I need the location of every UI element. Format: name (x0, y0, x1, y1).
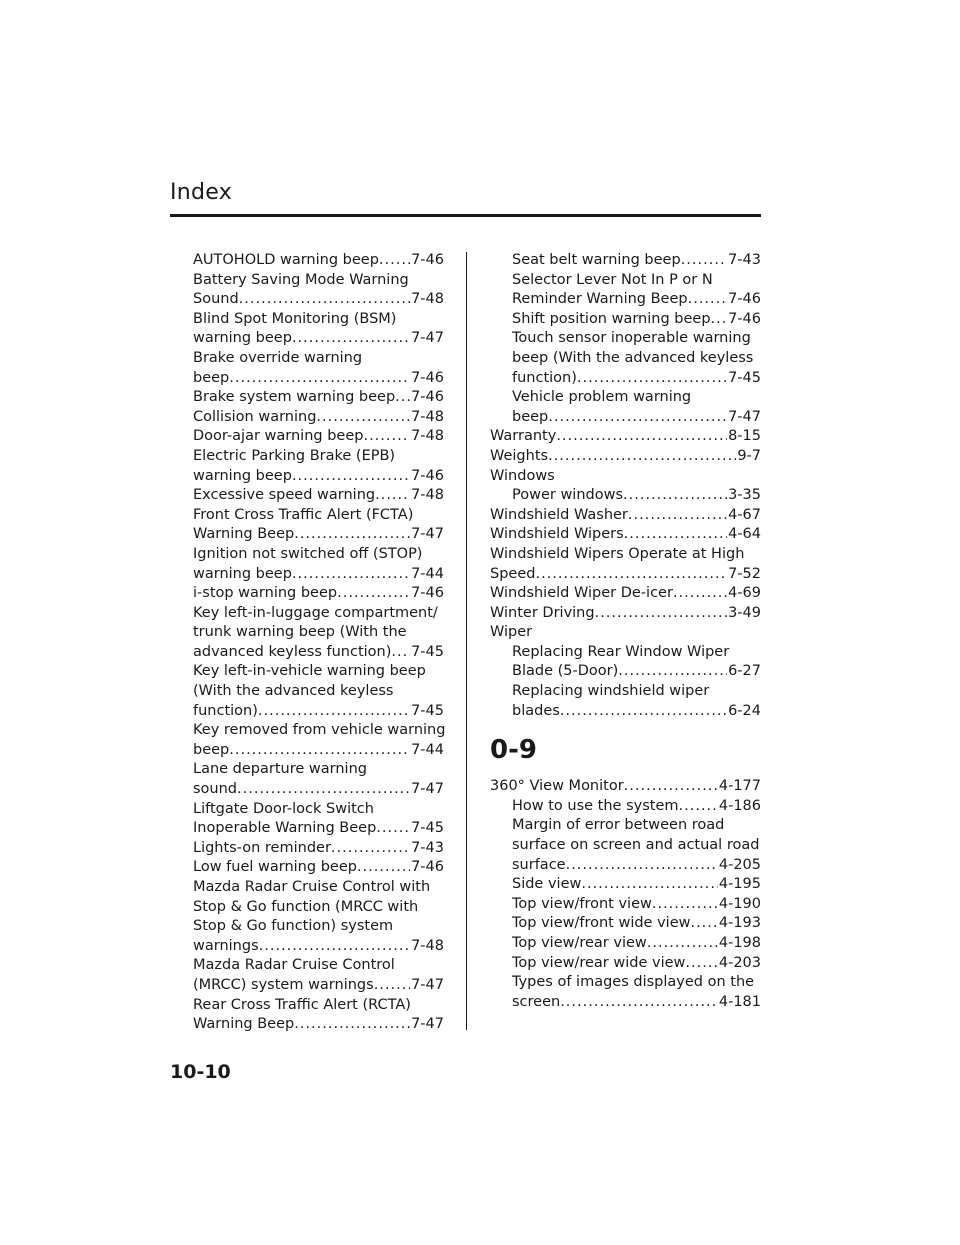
index-entry-label: Seat belt warning beep (512, 252, 681, 268)
dot-leader (294, 1015, 410, 1035)
dot-leader (239, 290, 410, 310)
index-entry-label: function) (193, 702, 258, 719)
index-entry-label: blades (512, 702, 560, 719)
index-entry (193, 780, 444, 800)
dot-leader (577, 369, 727, 389)
index-entry-label: Touch sensor inoperable warning (512, 330, 751, 347)
index-entry-label: Key left-in-vehicle warning beep (193, 663, 426, 680)
index-entry (490, 816, 761, 836)
index-entry-label: Inoperable Warning Beep (193, 820, 377, 837)
index-entry-page: 7-46 (411, 389, 444, 406)
index-entry-label: advanced keyless function) (193, 643, 392, 660)
index-entry-page: 7-46 (411, 859, 444, 876)
index-entry (193, 349, 444, 369)
index-entry-label: Top view/front view (512, 895, 652, 912)
index-entry-page: 6-27 (728, 663, 761, 680)
index-entry-label: Brake override warning (193, 349, 363, 366)
index-entry-label: Electric Parking Brake (EPB) (193, 447, 396, 464)
index-entry-page: 7-47 (411, 781, 444, 798)
dot-leader (376, 819, 410, 839)
index-entry (490, 702, 761, 722)
index-entry (193, 662, 444, 682)
index-entry-label: Rear Cross Traffic Alert (RCTA) (193, 996, 411, 1013)
index-entry-label: Battery Saving Mode Warning (193, 271, 409, 288)
index-entry-label: Blind Spot Monitoring (BSM) (193, 310, 397, 327)
index-entry (490, 777, 761, 797)
index-entry (193, 545, 444, 565)
index-entry-label: 360° View Monitor (490, 778, 624, 795)
index-entry-label: Low fuel warning beep (193, 859, 357, 876)
dot-leader (391, 643, 410, 663)
index-entry (490, 875, 761, 895)
index-entry-label: Liftgate Door-lock Switch (193, 800, 374, 817)
dot-leader (688, 290, 727, 310)
index-entry (193, 447, 444, 467)
index-entry-label: Key left-in-luggage compartment/ (193, 604, 438, 621)
index-entry-label: Power windows (512, 487, 624, 504)
index-column-right (490, 251, 761, 1012)
index-entry-page: 7-43 (728, 252, 761, 268)
index-entry (490, 427, 761, 447)
index-entry-label: beep (193, 741, 230, 758)
index-entry-page: 7-47 (411, 330, 444, 347)
index-entry (490, 836, 761, 856)
index-entry-label: Stop & Go function (MRCC with (193, 898, 419, 915)
index-entry (490, 271, 761, 291)
dot-leader (229, 369, 410, 389)
index-entry-page: 7-44 (411, 741, 444, 758)
index-entry-label: Lane departure warning (193, 761, 367, 778)
index-entry-label: Windshield Wiper De-icer (490, 585, 673, 602)
index-entry (490, 973, 761, 993)
index-entry-page: 7-52 (728, 565, 761, 582)
dot-leader (556, 427, 727, 447)
index-entry-page: 7-47 (411, 526, 444, 543)
index-entry-label: Front Cross Traffic Alert (FCTA) (193, 506, 414, 523)
index-entry-page: 4-205 (718, 856, 761, 873)
index-entry (193, 760, 444, 780)
index-entry (490, 467, 761, 487)
dot-leader (595, 604, 728, 624)
dot-leader (652, 895, 718, 915)
index-entry (490, 856, 761, 876)
index-entry-page: 4-193 (718, 915, 761, 932)
dot-leader (647, 934, 718, 954)
dot-leader (294, 525, 410, 545)
index-entry (490, 369, 761, 389)
index-entry (193, 369, 444, 389)
dot-leader (292, 329, 410, 349)
index-entry-page: 7-45 (411, 643, 444, 660)
index-entry (490, 954, 761, 974)
index-entry-label: warnings (193, 937, 259, 954)
index-entry-label: Side view (512, 876, 582, 893)
index-entry-label: Mazda Radar Cruise Control with (193, 879, 431, 895)
index-entry (490, 545, 761, 565)
index-entry (193, 839, 444, 859)
index-entry (193, 682, 444, 702)
dot-leader (623, 486, 727, 506)
index-entry-label: warning beep (193, 565, 292, 582)
dot-leader (685, 954, 717, 974)
dot-leader (628, 506, 727, 526)
index-entry (193, 643, 444, 663)
index-entry (490, 604, 761, 624)
index-entry (490, 349, 761, 369)
index-entry (490, 643, 761, 663)
index-entry-label: Excessive speed warning (193, 487, 376, 504)
index-entry-page: 7-46 (728, 310, 761, 327)
index-entry-label: (With the advanced keyless (193, 683, 394, 700)
index-entry (193, 898, 444, 918)
index-entry-label: Wiper (490, 624, 533, 641)
dot-leader (237, 780, 410, 800)
index-entry-page: 8-15 (728, 428, 761, 445)
index-entry (193, 878, 444, 898)
index-column-left (193, 251, 444, 1035)
dot-leader (624, 777, 718, 797)
index-entry (193, 565, 444, 585)
dot-leader (673, 584, 727, 604)
index-entry-label: Stop & Go function) system (193, 918, 394, 935)
index-entry-label: Top view/rear view (512, 935, 647, 951)
index-entry-label: Replacing Rear Window Wiper (512, 643, 730, 660)
index-entry-page: 7-46 (411, 467, 444, 484)
index-entry (193, 506, 444, 526)
dot-leader (316, 408, 410, 428)
index-entry-page: 7-47 (411, 976, 444, 993)
index-entry (193, 996, 444, 1016)
index-entry-label: warning beep (193, 467, 292, 484)
index-entry-page: 4-198 (718, 935, 761, 951)
index-entry-page: 7-48 (411, 428, 444, 445)
index-entry-label: Blade (5-Door) (512, 663, 619, 680)
index-entry-page: 7-44 (411, 565, 444, 582)
index-entry (193, 702, 444, 722)
index-entry (490, 329, 761, 349)
index-entry-label: Windows (490, 467, 555, 484)
index-entry-page: 7-45 (411, 702, 444, 719)
index-entry (490, 290, 761, 310)
dot-leader (548, 447, 736, 467)
index-entry-label: Windshield Washer (490, 506, 628, 523)
index-entry (193, 819, 444, 839)
index-entry-label: Winter Driving (490, 604, 595, 621)
index-entry-label: Key removed from vehicle warning (193, 722, 446, 739)
index-entry-page: 7-48 (411, 937, 444, 954)
index-entry-label: How to use the system (512, 797, 679, 814)
index-entry (490, 584, 761, 604)
index-entry-label: Mazda Radar Cruise Control (193, 957, 395, 974)
index-entry-label: Top view/rear wide view (512, 954, 686, 971)
index-entry (193, 525, 444, 545)
index-entry (193, 800, 444, 820)
index-entry-label: Top view/front wide view (512, 915, 691, 932)
index-entry-label: Warning Beep (193, 526, 295, 543)
index-entry-page: 4-195 (718, 876, 761, 893)
dot-leader (560, 993, 718, 1013)
index-entry (490, 797, 761, 817)
index-entry-label: Shift position warning beep (512, 310, 711, 327)
index-entry (193, 976, 444, 996)
index-entry-label: Brake system warning beep (193, 389, 396, 406)
index-entry-page: 4-181 (718, 993, 761, 1010)
index-entry (193, 604, 444, 624)
index-entry-page: 4-186 (718, 797, 761, 814)
index-entry-page: 4-177 (718, 778, 761, 795)
dot-leader (379, 251, 410, 271)
dot-leader (259, 937, 410, 957)
index-entry-label: surface (512, 856, 566, 873)
page-title: Index (170, 180, 233, 205)
index-entry (193, 917, 444, 937)
index-entry-page: 7-46 (728, 291, 761, 308)
index-entry-label: Windshield Wipers (490, 526, 624, 543)
index-entry-page: 7-48 (411, 291, 444, 308)
header-rule (170, 214, 761, 217)
dot-leader (679, 797, 718, 817)
index-entry (490, 310, 761, 330)
index-entry (490, 623, 761, 643)
index-entry (193, 486, 444, 506)
index-entry-label: Weights (490, 447, 549, 464)
dot-leader (535, 565, 727, 585)
dot-leader (560, 702, 727, 722)
index-entry (193, 1015, 444, 1035)
dot-leader (618, 662, 727, 682)
index-entry-label: AUTOHOLD warning beep (193, 252, 379, 268)
dot-leader (581, 875, 718, 895)
index-entry (193, 623, 444, 643)
index-entry-label: Lights-on reminder (193, 839, 331, 856)
index-entry (490, 914, 761, 934)
index-entry (193, 721, 444, 741)
index-entry-label: surface on screen and actual road (512, 837, 760, 854)
index-entry-page: 3-35 (728, 487, 761, 504)
index-entry (193, 427, 444, 447)
dot-leader (624, 525, 727, 545)
index-entry-label: Windshield Wipers Operate at High (490, 545, 745, 562)
index-entry-page: 7-46 (411, 252, 444, 268)
index-entry (193, 741, 444, 761)
dot-leader (363, 427, 410, 447)
dot-leader (357, 858, 410, 878)
index-entry-page: 4-203 (718, 954, 761, 971)
section-heading: 0-9 (490, 735, 537, 766)
index-entry (193, 290, 444, 310)
index-entry (490, 486, 761, 506)
index-entry-label: Warranty (490, 428, 557, 445)
index-entry (490, 525, 761, 545)
dot-leader (681, 251, 727, 271)
index-entry-label: sound (193, 781, 238, 798)
index-entry (193, 271, 444, 291)
dot-leader (229, 741, 410, 761)
index-entry-label: Vehicle problem warning (512, 389, 692, 406)
index-entry (193, 408, 444, 428)
index-entry (490, 408, 761, 428)
index-entry-label: Replacing windshield wiper (512, 683, 710, 700)
column-divider (466, 252, 467, 1030)
index-entry (490, 895, 761, 915)
dot-leader (690, 914, 717, 934)
dot-leader (711, 310, 728, 330)
index-entry-label: screen (512, 993, 561, 1010)
index-entry (490, 662, 761, 682)
index-entry-page: 7-46 (411, 585, 444, 602)
index-entry (193, 388, 444, 408)
index-entry-page: 7-48 (411, 487, 444, 504)
index-entry (193, 956, 444, 976)
index-entry (193, 858, 444, 878)
dot-leader (374, 976, 410, 996)
index-entry (490, 565, 761, 585)
index-entry (193, 937, 444, 957)
page-number: 10-10 (170, 1061, 231, 1083)
index-entry-label: (MRCC) system warnings (193, 976, 374, 993)
dot-leader (258, 702, 410, 722)
index-entry-page: 6-24 (728, 702, 761, 719)
index-entry (193, 584, 444, 604)
index-entry-label: Warning Beep (193, 1016, 295, 1033)
index-entry (490, 682, 761, 702)
index-entry-label: Door-ajar warning beep (193, 428, 364, 445)
dot-leader (331, 839, 410, 859)
index-entry-page: 7-48 (411, 408, 444, 425)
index-entry (490, 506, 761, 526)
index-entry (193, 467, 444, 487)
index-entry-label: Ignition not switched off (STOP) (193, 545, 423, 562)
index-entry-page: 3-49 (728, 604, 761, 621)
index-entry-label: Collision warning (193, 408, 317, 425)
index-entry (490, 993, 761, 1013)
index-entry (490, 388, 761, 408)
dot-leader (548, 408, 727, 428)
index-entry-label: beep (512, 408, 549, 425)
dot-leader (337, 584, 410, 604)
index-entry-label: beep (With the advanced keyless (512, 349, 754, 366)
dot-leader (292, 565, 410, 585)
index-entry (490, 251, 761, 271)
index-list-w (490, 251, 761, 721)
index-entry-page: 4-190 (718, 895, 761, 912)
index-entry-page: 7-46 (411, 369, 444, 386)
index-entry-page: 4-67 (728, 506, 761, 523)
index-entry (490, 934, 761, 954)
dot-leader (292, 467, 410, 487)
index-entry-label: warning beep (193, 330, 292, 347)
index-entry-label: Speed (490, 565, 536, 582)
index-entry-label: Types of images displayed on the (512, 974, 755, 991)
index-entry-page: 4-69 (728, 585, 761, 602)
index-entry-page: 4-64 (728, 526, 761, 543)
index-entry-page: 7-43 (411, 839, 444, 856)
index-entry-label: Selector Lever Not In P or N (512, 271, 713, 288)
index-entry (193, 310, 444, 330)
index-entry-label: trunk warning beep (With the (193, 624, 407, 641)
index-entry-page: 7-45 (728, 369, 761, 386)
dot-leader (375, 486, 410, 506)
index-entry-label: Sound (193, 291, 239, 308)
index-entry-label: Margin of error between road (512, 817, 725, 834)
dot-leader (395, 388, 410, 408)
index-entry-page: 7-47 (411, 1016, 444, 1033)
index-entry-label: beep (193, 369, 230, 386)
index-entry-page: 7-47 (728, 408, 761, 425)
index-entry-label: i-stop warning beep (193, 585, 338, 602)
index-entry (193, 251, 444, 271)
index-list-0-9 (490, 777, 761, 1012)
dot-leader (566, 856, 718, 876)
index-entry (490, 447, 761, 467)
index-entry-label: Reminder Warning Beep (512, 291, 688, 308)
index-entry (193, 329, 444, 349)
index-entry-label: function) (512, 369, 577, 386)
index-entry-page: 7-45 (411, 820, 444, 837)
index-entry-page: 9-7 (737, 447, 761, 464)
